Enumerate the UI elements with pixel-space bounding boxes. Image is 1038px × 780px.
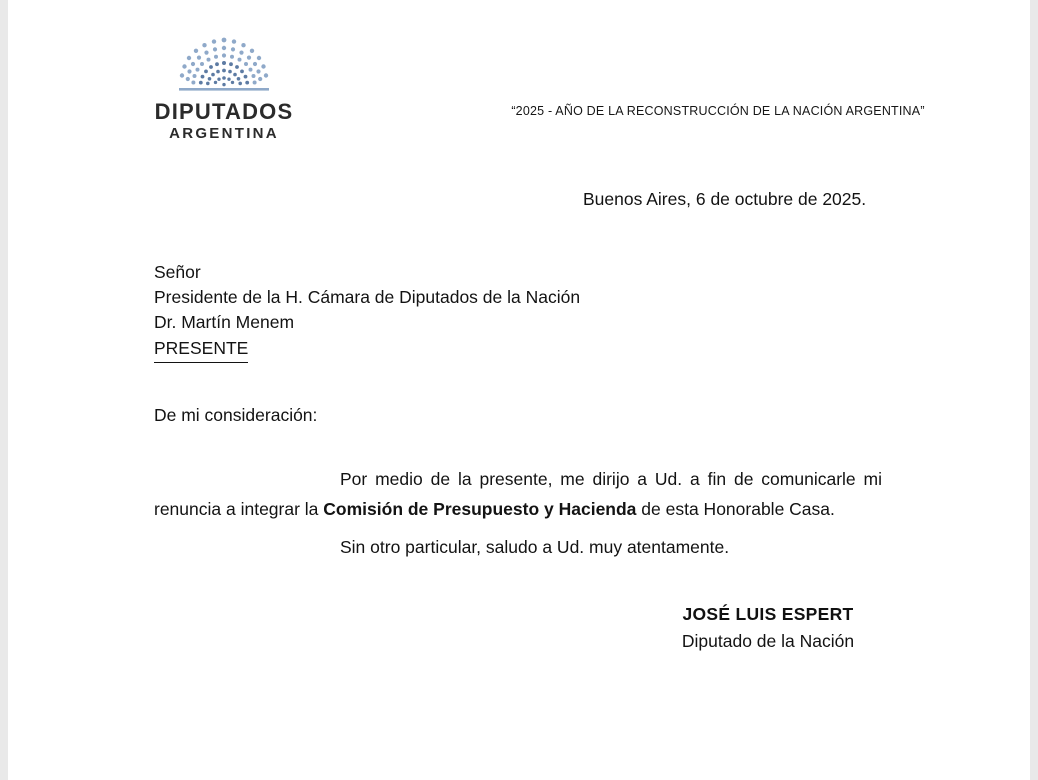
addressee-block [154,260,580,363]
body-paragraph-1 [154,464,882,524]
year-motto: “2025 - AÑO DE LA RECONSTRUCCIÓN DE LA NACIÓN ARGENTINA” [511,104,925,118]
organization-name: DIPUTADOS [154,99,294,124]
signatory-role: Diputado de la Nación [681,631,855,651]
commission-name: Comisión de Presupuesto y Hacienda [323,498,637,519]
body-paragraph-1-part-2: de esta Honorable Casa. [636,498,835,519]
body-paragraph-1-part-1: Por medio de la presente, me dirijo a Ud. a fin de comunicarle mi renuncia a integrar la [154,468,882,519]
congress-dome-icon [161,32,287,94]
page-left-margin [0,0,8,780]
salutation: De mi consideración: [154,405,318,425]
signature-block [608,604,928,652]
letterhead [154,32,294,142]
addressee-line-2: Presidente de la H. Cámara de Diputados de la Nación [154,287,581,307]
letter-sheet [8,0,1030,780]
addressee-line-1: Señor [154,262,201,282]
signatory-name: JOSÉ LUIS ESPERT [682,604,854,624]
place-and-date: Buenos Aires, 6 de octubre de 2025. [583,189,867,209]
organization-country: ARGENTINA [169,125,279,143]
addressee-present: PRESENTE [154,336,248,363]
addressee-line-3: Dr. Martín Menem [154,312,295,332]
body-paragraph-2: Sin otro particular, saludo a Ud. muy atentamente. [340,536,730,557]
page-right-margin [1030,0,1038,780]
